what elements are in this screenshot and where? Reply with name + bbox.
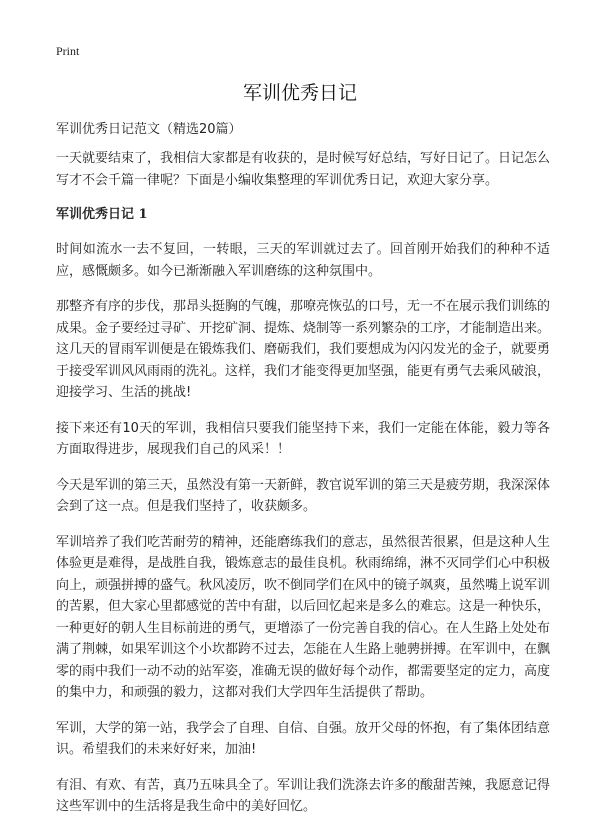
body-paragraph: 今天是军训的第三天，虽然没有第一天新鲜，教官说军训的第三天是疲劳期，我深深体会到了这一点。但是我们坚持了，收获颇多。 — [56, 477, 551, 514]
print-link[interactable]: Print — [56, 44, 80, 58]
body-paragraph: 有泪、有欢、有苦，真乃五味具全了。军训让我们洗涤去许多的酸甜苦辣，我愿意记得这些军训中的生活将是我生命中的美好回忆。 — [56, 777, 551, 814]
body-paragraph: 那整齐有序的步伐，那昂头挺胸的气魄，那嘹亮恢弘的口号，无一不在展示我们训练的成果。金子要经过寻矿、开挖矿洞、提炼、烧制等一系列繁杂的工序，才能制造出来。这几天的冒雨军训便是在锻炼我们、磨砺我们，我们要想成为闪闪发光的金子，就要勇于接受军训风风雨雨的洗礼。这样，我们才能变得更加坚强，能更有勇气去乘风破浪，迎接学习、生活的挑战! — [56, 299, 551, 400]
body-paragraph: 接下来还有10天的军训，我相信只要我们能坚持下来，我们一定能在体能，毅力等各方面取得进步，展现我们自己的风采！！ — [56, 420, 550, 457]
document-body — [56, 120, 550, 832]
page-title: 军训优秀日记 — [242, 82, 357, 104]
document-subtitle: 军训优秀日记范文（精选20篇） — [56, 122, 242, 137]
intro-paragraph: 一天就要结束了，我相信大家都是有收获的，是时候写好总结，写好日记了。日记怎么写才不会千篇一律呢？下面是小编收集整理的军训优秀日记，欢迎大家分享。 — [56, 151, 551, 188]
body-paragraph: 军训培养了我们吃苦耐劳的精神，还能磨练我们的意志，虽然很苦很累，但是这种人生体验更是难得，是战胜自我，锻炼意志的最佳良机。秋雨绵绵，淋不灭同学们心中积极向上，顽强拼搏的盛气。秋风凌厉，吹不倒同学们在风中的镜子飒爽，虽然嘴上说军训的苦累，但大家心里都感觉的苦中有甜，以后回忆起来是多么的难忘。这是一种快乐，一种更好的朝人生目标前进的勇气，更增添了一份完善自我的信心。在人生路上处处布满了荆棘，如果军训这个小坎都跨不过去，怎能在人生路上驰骋拼搏。在军训中，在飘零的雨中我们一动不动的站军姿，准确无误的做好每个动作，都需要坚定的定力，高度的集中力，和顽强的毅力，这都对我们大学四年生活提供了帮助。 — [56, 534, 551, 700]
body-paragraph: 军训，大学的第一站，我学会了自理、自信、自强。放开父母的怀抱，有了集体团结意识。希望我们的未来好好来，加油! — [56, 720, 551, 757]
section-heading: 军训优秀日记 1 — [56, 207, 148, 222]
body-paragraph: 时间如流水一去不复回，一转眼，三天的军训就过去了。回首刚开始我们的种种不适应，感慨颇多。如今已渐渐融入军训磨练的这种氛围中。 — [56, 242, 550, 279]
